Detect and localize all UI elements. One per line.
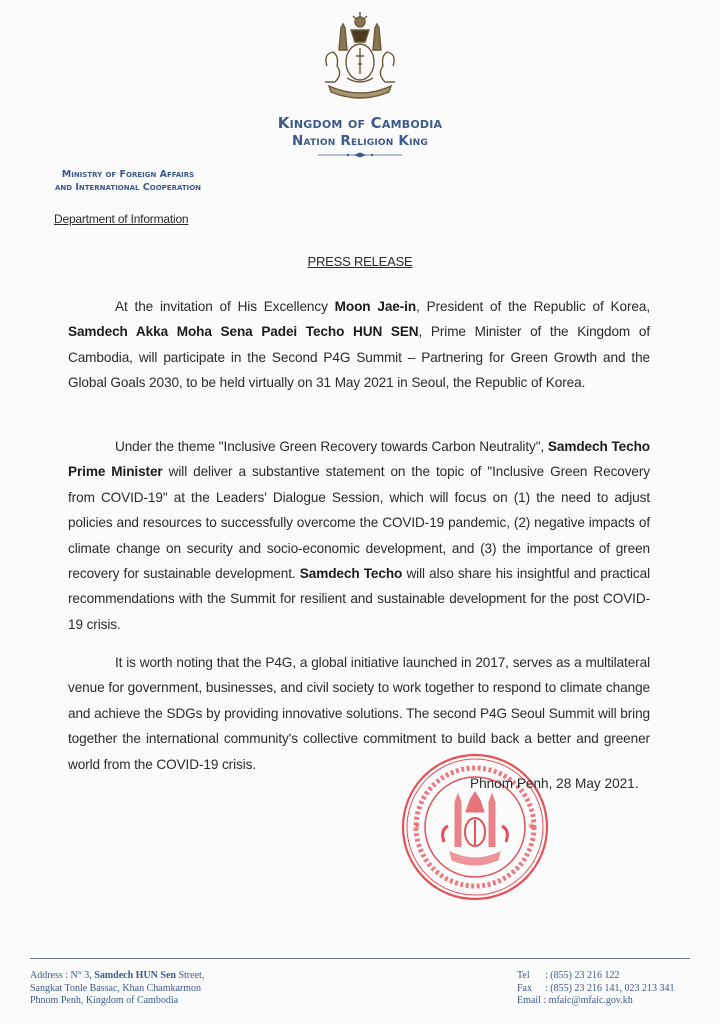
fax-label: Fax bbox=[517, 982, 532, 994]
footer-address bbox=[30, 970, 204, 1008]
ministry-line-2: and International Cooperation bbox=[54, 182, 202, 193]
text: Under the theme "Inclusive Green Recovery towards Carbon Neutrality", bbox=[115, 439, 548, 454]
address-street-name: Samdech HUN Sen bbox=[94, 970, 176, 981]
text: At the invitation of His Excellency bbox=[115, 299, 335, 314]
tel-value: : (855) 23 216 122 bbox=[545, 970, 620, 981]
text: will deliver a substantive statement on the topic of "Inclusive Green Recovery from COVID-19" at the Leaders' Dialogue Session, which will focus on (1) the need to adjust policies and resources to successfully overcome the COVID-19 pandemic, (2) negative impacts of climate change on security and socio-economic development, and (3) the importance of green recovery for sustainable development. bbox=[68, 464, 651, 582]
country-name: Kingdom of Cambodia bbox=[277, 114, 443, 132]
paragraph-3-text: It is worth noting that the P4G, a global initiative launched in 2017, serves as a multilateral venue for government, businesses, and civil society to work together to respond to climate change and achieve the SDGs by providing innovative solutions. The second P4G Seoul Summit will bring together the international community's collective commitment to build back a better and greener world from the COVID-19 crisis. bbox=[68, 655, 650, 772]
address-suffix: Street, bbox=[175, 970, 205, 981]
bold-name: Moon Jae-in bbox=[334, 299, 417, 314]
department-name: Department of Information bbox=[54, 212, 189, 226]
ministry-seal-icon bbox=[400, 752, 550, 902]
bold-name: Samdech Techo Prime Minister bbox=[68, 439, 650, 480]
fax-value: : (855) 23 216 141, 023 213 341 bbox=[545, 982, 675, 994]
ornament-divider-icon bbox=[318, 152, 402, 158]
email-row bbox=[517, 995, 674, 1008]
paragraph-3 bbox=[68, 650, 650, 777]
bold-name: Samdech Techo bbox=[299, 566, 403, 582]
text: , President of the Republic of Korea, bbox=[416, 299, 651, 314]
address-line-2: Sangkat Tonle Bassac, Khan Chamkarmon bbox=[30, 982, 202, 994]
address-line-3: Phnom Penh, Kingdom of Cambodia bbox=[30, 995, 179, 1006]
footer-divider bbox=[30, 958, 690, 959]
ministry-name bbox=[28, 168, 228, 194]
text: will also share his insightful and practical recommendations with the Summit for resilient and sustainable development for the post COVID-19 crisis. bbox=[68, 566, 650, 632]
paragraph-1 bbox=[68, 294, 650, 396]
svg-text:*: * bbox=[414, 821, 420, 835]
document-title: PRESS RELEASE bbox=[307, 254, 413, 269]
address-prefix: Address : N° 3, bbox=[30, 970, 95, 981]
footer-contact bbox=[517, 970, 674, 1008]
svg-text:*: * bbox=[528, 821, 534, 835]
tel-row bbox=[517, 970, 674, 983]
bold-name: Samdech Akka Moha Sena Padei Techo HUN SEN bbox=[68, 324, 419, 340]
fax-row bbox=[517, 983, 674, 996]
place-and-date: Phnom Penh, 28 May 2021. bbox=[470, 776, 639, 791]
address-line-1 bbox=[30, 970, 204, 983]
national-motto: Nation Religion King bbox=[292, 133, 428, 149]
text: , Prime Minister of the Kingdom of Cambodia, will participate in the Second P4G Summit – Partnering for Green Growth and the Global Goals 2030, to be held virtually on 31 May 2021 in Seoul, the Republic of Korea. bbox=[68, 324, 650, 391]
email-link[interactable]: : mfaic@mfaic.gov.kh bbox=[540, 995, 633, 1006]
paragraph-2 bbox=[68, 434, 650, 637]
ministry-line-1: Ministry of Foreign Affairs bbox=[61, 169, 195, 180]
email-label: Email bbox=[517, 995, 541, 1006]
royal-coat-of-arms-icon bbox=[315, 8, 405, 106]
tel-label: Tel bbox=[517, 970, 530, 981]
